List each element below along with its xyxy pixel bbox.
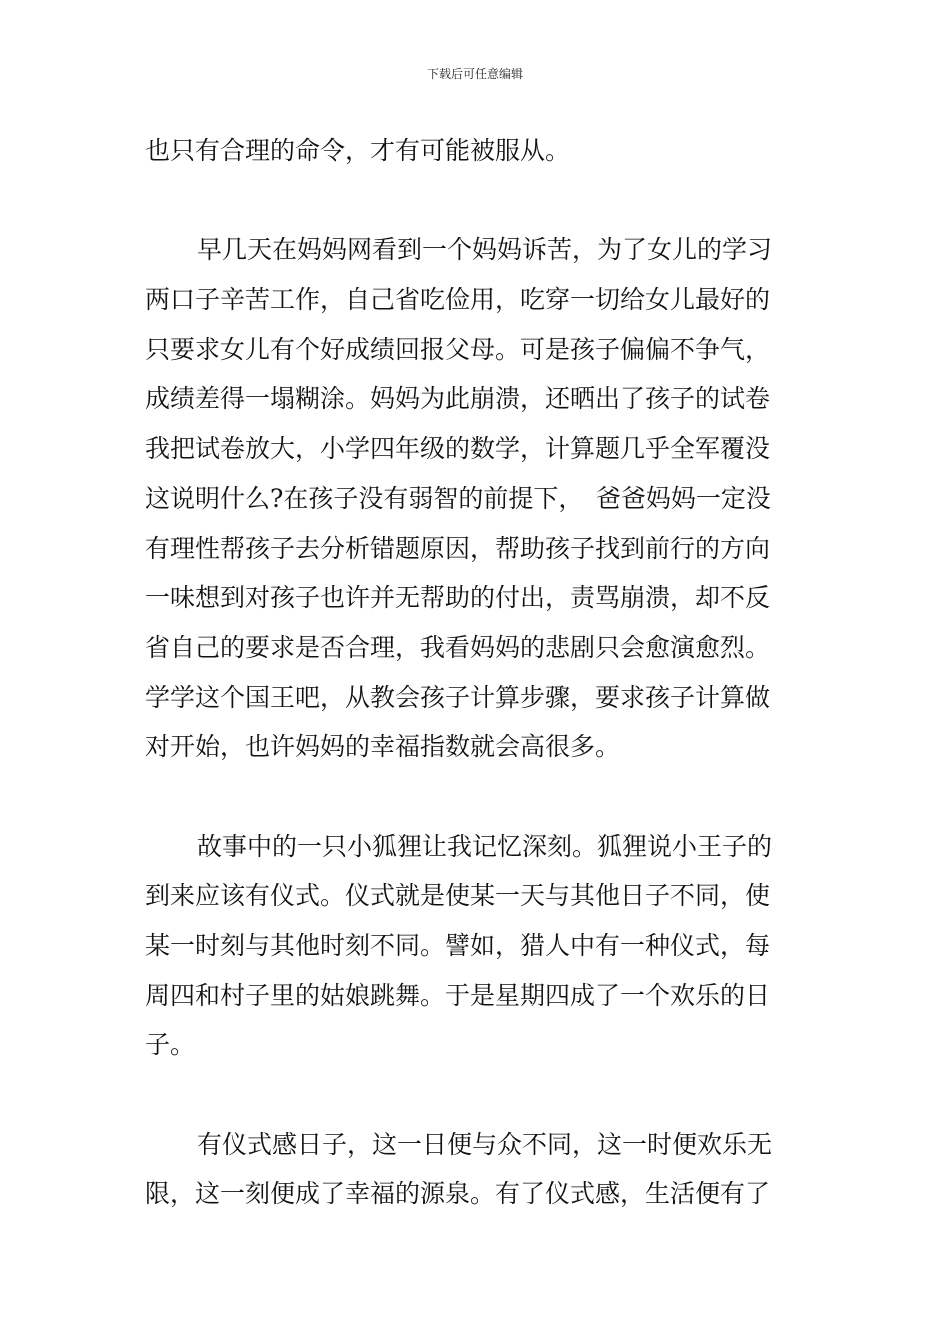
text-line: 两口子辛苦工作，自己省吃俭用，吃穿一切给女儿最好的: [145, 285, 771, 315]
text-line: 学学这个国王吧，从教会孩子计算步骤，要求孩子计算做: [145, 682, 771, 712]
paragraph-gap: [145, 772, 810, 822]
text-line: 省自己的要求是否合理，我看妈妈的悲剧只会愈演愈烈。: [145, 632, 771, 662]
paragraph-gap: [145, 176, 810, 226]
text-line: 限，这一刻便成了幸福的源泉。有了仪式感，生活便有了: [145, 1179, 771, 1209]
text-line: 有仪式感日子，这一日便与众不同，这一时便欢乐无: [197, 1129, 773, 1159]
text-line: 到来应该有仪式。仪式就是使某一天与其他日子不同，使: [145, 881, 771, 911]
text-line: 只要求女儿有个好成绩回报父母。可是孩子偏偏不争气，: [145, 334, 771, 364]
text-line: 故事中的一只小狐狸让我记忆深刻。狐狸说小王子的: [197, 831, 773, 861]
paragraph-1: [145, 126, 810, 176]
text-line: 早几天在妈妈网看到一个妈妈诉苦，为了女儿的学习: [197, 235, 773, 265]
text-line: 一味想到对孩子也许并无帮助的付出，责骂崩溃，却不反: [145, 583, 771, 613]
text-line: 成绩差得一塌糊涂。妈妈为此崩溃，还晒出了孩子的试卷: [145, 384, 771, 414]
paragraph-4: [145, 1120, 810, 1219]
paragraph-3: [145, 822, 810, 1070]
text-line: 也只有合理的命令，才有可能被服从。: [145, 136, 571, 165]
text-line: 对开始，也许妈妈的幸福指数就会高很多。: [145, 732, 621, 762]
text-line: 这说明什么?在孩子没有弱智的前提下， 爸爸妈妈一定没: [145, 483, 771, 513]
text-line: 我把试卷放大，小学四年级的数学，计算题几乎全军覆没: [145, 434, 771, 464]
text-line: 有理性帮孩子去分析错题原因，帮助孩子找到前行的方向: [145, 533, 771, 563]
document-body: [145, 126, 810, 1219]
page-header: 下载后可任意编辑: [426, 67, 523, 81]
text-line: 某一时刻与其他时刻不同。譬如，猎人中有一种仪式，每: [145, 931, 771, 960]
paragraph-2: [145, 225, 810, 772]
paragraph-gap: [145, 1070, 810, 1120]
text-line: 子。: [145, 1030, 196, 1060]
text-line: 周四和村子里的姑娘跳舞。于是星期四成了一个欢乐的日: [145, 980, 771, 1010]
